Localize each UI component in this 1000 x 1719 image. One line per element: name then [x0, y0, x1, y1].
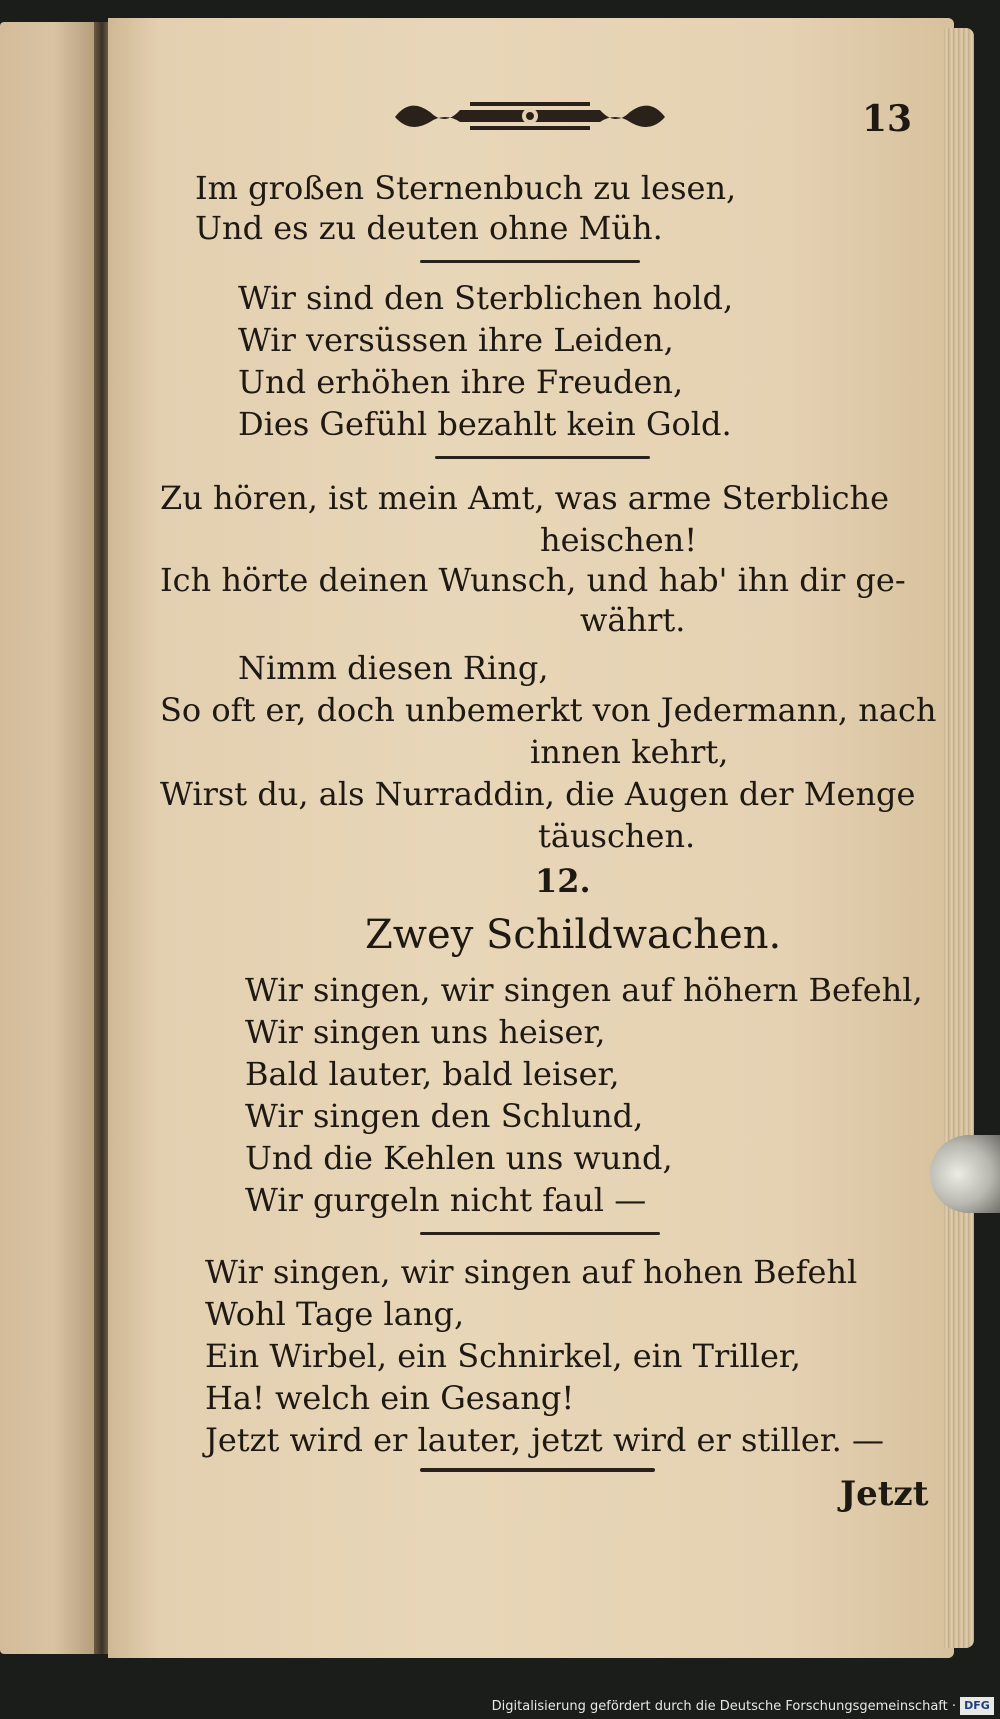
verse-line: Zu hören, ist mein Amt, was arme Sterbliche: [160, 479, 890, 517]
footer-credit: Digitalisierung gefördert durch die Deutsche Forschungsgemeinschaft ·: [491, 1699, 956, 1714]
verse-line: Bald lauter, bald leiser,: [245, 1055, 620, 1093]
divider-rule: [420, 1232, 660, 1235]
verse-line: Und erhöhen ihre Freuden,: [238, 363, 684, 401]
verse-line: Wir gurgeln nicht faul —: [245, 1181, 647, 1219]
verse-line: währt.: [580, 601, 686, 639]
section-title: Zwey Schildwachen.: [365, 912, 782, 958]
left-page-edge: [0, 22, 98, 1654]
verse-line: Wirst du, als Nurraddin, die Augen der Menge: [160, 775, 916, 813]
verse-line: Ich hörte deinen Wunsch, und hab' ihn dir ge-: [160, 561, 906, 599]
verse-line: Im großen Sternenbuch zu lesen,: [195, 169, 737, 207]
divider-rule: [420, 260, 640, 263]
divider-rule: [435, 456, 650, 459]
verse-line: Ein Wirbel, ein Schnirkel, ein Triller,: [205, 1337, 801, 1375]
verse-line: Wir singen uns heiser,: [245, 1013, 606, 1051]
verse-line: Ha! welch ein Gesang!: [205, 1379, 575, 1417]
verse-line: Und die Kehlen uns wund,: [245, 1139, 673, 1177]
verse-line: Wir sind den Sterblichen hold,: [238, 279, 734, 317]
verse-line: heischen!: [540, 521, 698, 559]
verse-line: Dies Gefühl bezahlt kein Gold.: [238, 405, 732, 443]
ornament-headpiece: [390, 92, 670, 138]
verse-line: Wir versüssen ihre Leiden,: [238, 321, 674, 359]
verse-line: Jetzt wird er lauter, jetzt wird er stiller. —: [205, 1421, 884, 1459]
verse-line: Wir singen, wir singen auf hohen Befehl: [205, 1253, 858, 1291]
verse-line: innen kehrt,: [530, 733, 729, 771]
verse-line: Wohl Tage lang,: [205, 1295, 465, 1333]
verse-line: Wir singen den Schlund,: [245, 1097, 644, 1135]
verse-line: Nimm diesen Ring,: [238, 649, 549, 687]
verse-line: Wir singen, wir singen auf höhern Befehl,: [245, 971, 923, 1009]
page-edges: [944, 28, 974, 1648]
section-number: 12.: [535, 862, 591, 900]
verse-line: So oft er, doch unbemerkt von Jedermann, nach: [160, 691, 937, 729]
catchword: Jetzt: [840, 1474, 929, 1514]
page-number: 13: [862, 98, 913, 140]
dfg-logo: DFG: [960, 1697, 994, 1715]
end-rule: [420, 1468, 655, 1472]
verse-line: Und es zu deuten ohne Müh.: [195, 209, 663, 247]
page-tab-marker: [930, 1135, 1000, 1213]
verse-line: täuschen.: [538, 817, 696, 855]
